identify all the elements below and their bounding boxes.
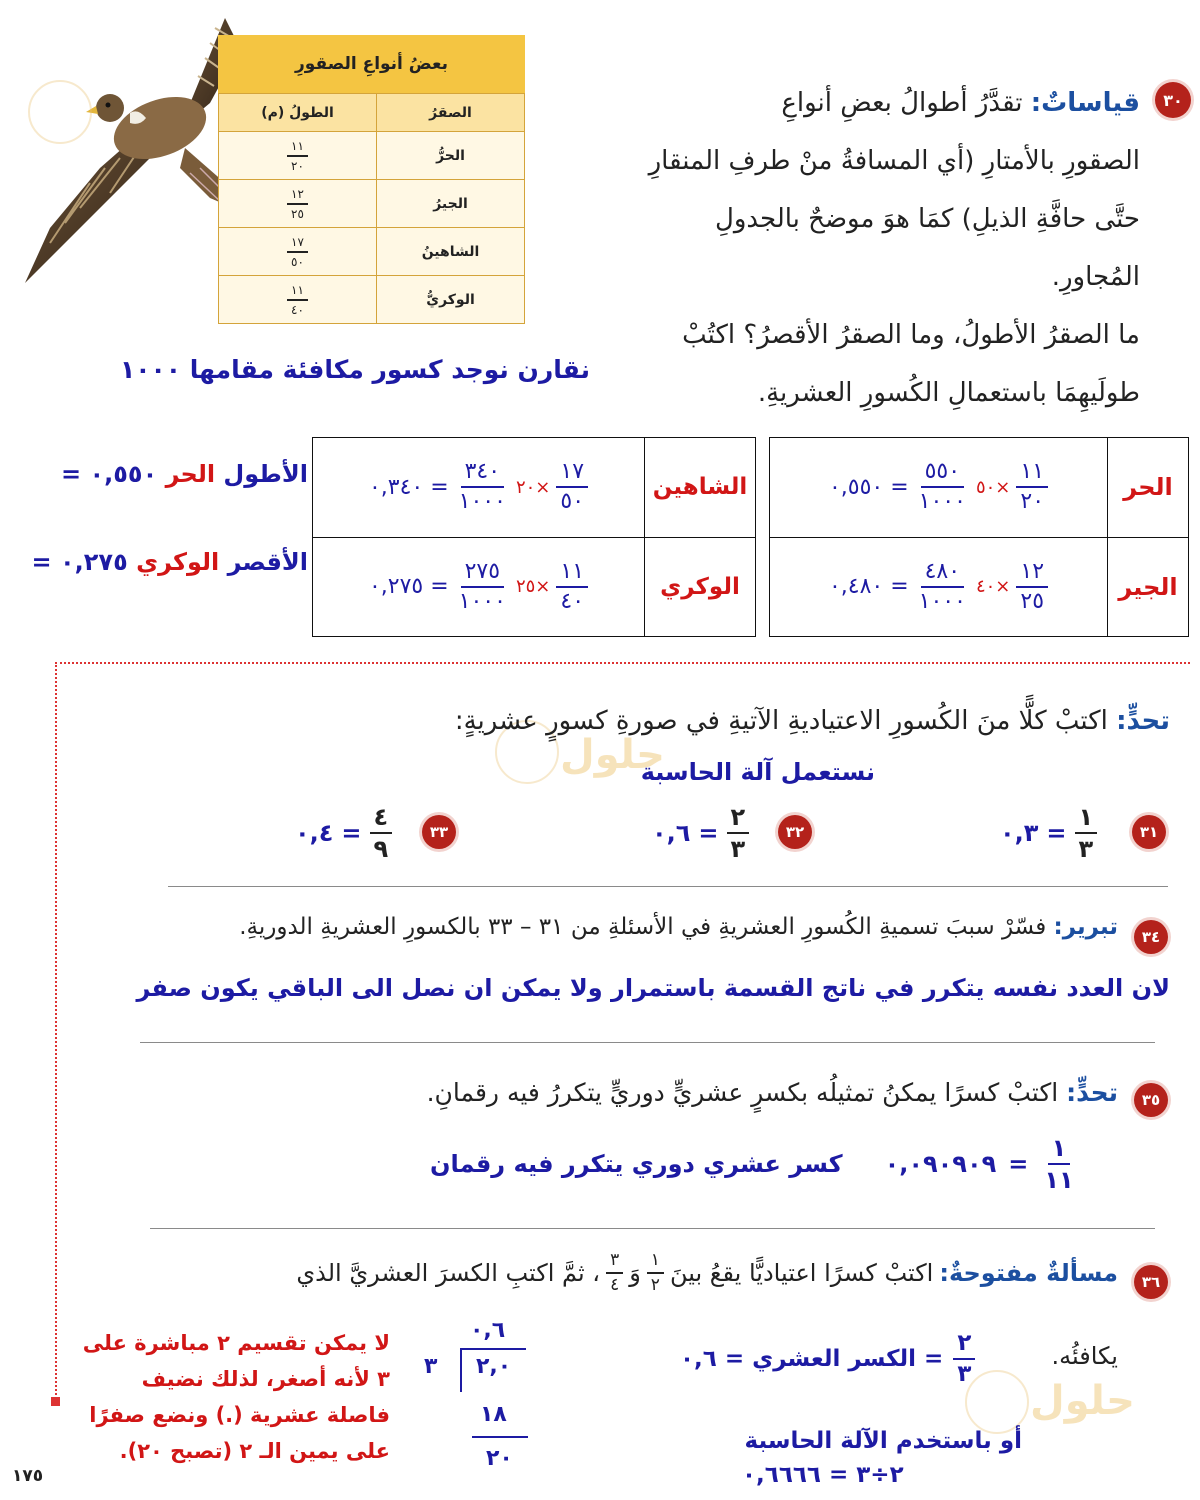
long-division: ٠,٦ ٣ ٢,٠ ١٨ ٢٠ [412, 1318, 532, 1488]
calc-line-2: ٢÷٣ = ٠,٦٦٦٦ [742, 1462, 904, 1488]
length-fraction: $\frac{١١}{٢٠}$ [287, 140, 308, 172]
length-fraction: $\frac{١١}{٤٠}$ [287, 284, 308, 316]
answer-32: ٠,٦ = $\frac{٢}{٣}$ [652, 805, 749, 861]
division-note: لا يمكن تقسيم ٢ مباشرة على ٣ لأنه أصغر، لذلك نضيف فاصلة عشرية (.) ونضع صفرًا على يمين الـ ٢ (تصبح ٢٠). [82, 1331, 390, 1463]
watermark-text: حلول [560, 732, 665, 778]
divider [168, 886, 1168, 887]
question-30-heading: قياساتٌ: [1030, 88, 1140, 118]
watermark-logo [28, 80, 92, 144]
hawk-image [10, 8, 250, 308]
calc-line-1: أو باستخدم الآلة الحاسبة [744, 1428, 1022, 1454]
bird-name: الجيرُ [377, 180, 525, 228]
bird-jeer: الجير [1108, 537, 1189, 637]
question-number-36: ٣٦ [1134, 1265, 1168, 1299]
table-row [219, 228, 525, 276]
length-fraction: $\frac{١٧}{٥٠}$ [287, 236, 308, 268]
bird-name: الوكريُّ [377, 276, 525, 324]
length-fraction: $\frac{١٢}{٢٥}$ [287, 188, 308, 220]
table-row [219, 180, 525, 228]
hint-compare: نقارن نوجد كسور مكافئة مقامها ١٠٠٠ [120, 355, 590, 384]
hawk-table-title: بعضُ أنواعِ الصقورِ [218, 35, 525, 93]
question-36-text-cont: يكافئُه. [1051, 1342, 1118, 1370]
question-number-33: ٣٣ [422, 815, 456, 849]
question-30-text: قياساتٌ: تقدَّرُ أطوالُ بعضِ أنواعِ الصقورِ بالأمتارِ (أي المسافةُ منْ طرفِ المنقارِ حتَّى حافَّةِ الذيلِ) كمَا هوَ موضحٌ بالجدولِ المُجاورِ. ما الصقرُ الأطولُ، وما الصقرُ الأقصرُ؟ اكتُبْ طولَيهِمَا باستعمالِ الكُسورِ العشريةِ. [648, 88, 1140, 408]
table-row [219, 132, 525, 180]
question-number-30: ٣٠ [1155, 82, 1191, 118]
answer-table-right: ٠,٥٥٠ = $\frac{٥٥٠}{١٠٠٠}$ ٥٠× $\frac{١١}{٢٠}$ الحر ٠,٤٨٠ = $\frac{٤٨٠}{١٠٠٠}$ ٤٠× $\frac{١٢}{٢٥}$ الجير [769, 437, 1189, 637]
answer-36: $\frac{٢}{٣}$ = الكسر العشري = ٠,٦ [680, 1332, 975, 1386]
challenge-note: نستعمل آلة الحاسبة [640, 758, 875, 786]
section-divider-dotted [55, 662, 57, 1402]
answer-35: كسر عشري دوري يتكرر فيه رقمان ٠,٠٩٠٩٠٩ = $\frac{١}{١١}$ [430, 1134, 1074, 1194]
watermark-text: حلول [1030, 1378, 1135, 1424]
answer-34: لان العدد نفسه يتكرر في ناتج القسمة باستمرار ولا يمكن ان نصل الى الباقي يكون صفر [136, 974, 1170, 1002]
bird-name: الشاهينُ [377, 228, 525, 276]
question-number-35: ٣٥ [1134, 1083, 1168, 1117]
hawk-table [218, 35, 525, 324]
question-number-34: ٣٤ [1134, 920, 1168, 954]
question-34-text: تبرير: فسّرْ سببَ تسميةِ الكُسورِ العشريةِ في الأسئلةِ من ٣١ – ٣٣ بالكسورِ العشريةِ الدوريةِ. [239, 914, 1118, 940]
margin-marker [51, 1397, 60, 1406]
divider [150, 1228, 1155, 1229]
bird-wakri: الوكري [645, 537, 756, 637]
question-number-32: ٣٢ [778, 815, 812, 849]
answer-31: ٠,٣ = $\frac{١}{٣}$ [1000, 805, 1097, 861]
longest-result: الأطول الحر = ٠,٥٥٠ [61, 460, 308, 488]
page-number: ١٧٥ [12, 1466, 44, 1486]
bird-name: الحرُّ [377, 132, 525, 180]
answer-table-left: ٠,٣٤٠ = $\frac{٣٤٠}{١٠٠٠}$ ٢٠× $\frac{١٧}{٥٠}$ الشاهين ٠,٢٧٥ = $\frac{٢٧٥}{١٠٠٠}$ ٢٥× $\frac{١١}{٤٠}$ الوكري [312, 437, 756, 637]
challenge-heading-line: تحدٍّ: اكتبْ كلًّا منَ الكُسورِ الاعتياديةِ الآتيةِ في صورةِ كسورٍ عشريةٍ: [454, 706, 1170, 736]
col-header-bird: الصقرُ [377, 94, 525, 132]
question-36-text: مسألةٌ مفتوحةٌ: اكتبْ كسرًا اعتياديًّا يقعُ بينَ $\frac{١}{٢}$ وَ $\frac{٣}{٤}$ ، ثمَّ اكتبِ الكسرَ العشريَّ الذي [296, 1250, 1118, 1295]
col-header-length: الطولُ (م) [219, 94, 377, 132]
bird-shaheen: الشاهين [645, 438, 756, 538]
challenge-heading: تحدٍّ: [1116, 706, 1170, 736]
question-35-text: تحدٍّ: اكتبْ كسرًا يمكنُ تمثيلُه بكسرٍ عشريٍّ دوريٍّ يتكررُ فيه رقمانِ. [426, 1078, 1118, 1107]
bird-hur: الحر [1108, 438, 1189, 538]
table-row [219, 276, 525, 324]
section-divider-dotted [55, 662, 1190, 664]
answer-33: ٠,٤ = $\frac{٤}{٩}$ [295, 805, 392, 861]
shortest-result: الأقصر الوكري = ٠,٢٧٥ [31, 548, 308, 576]
question-number-31: ٣١ [1132, 815, 1166, 849]
divider [140, 1042, 1155, 1043]
